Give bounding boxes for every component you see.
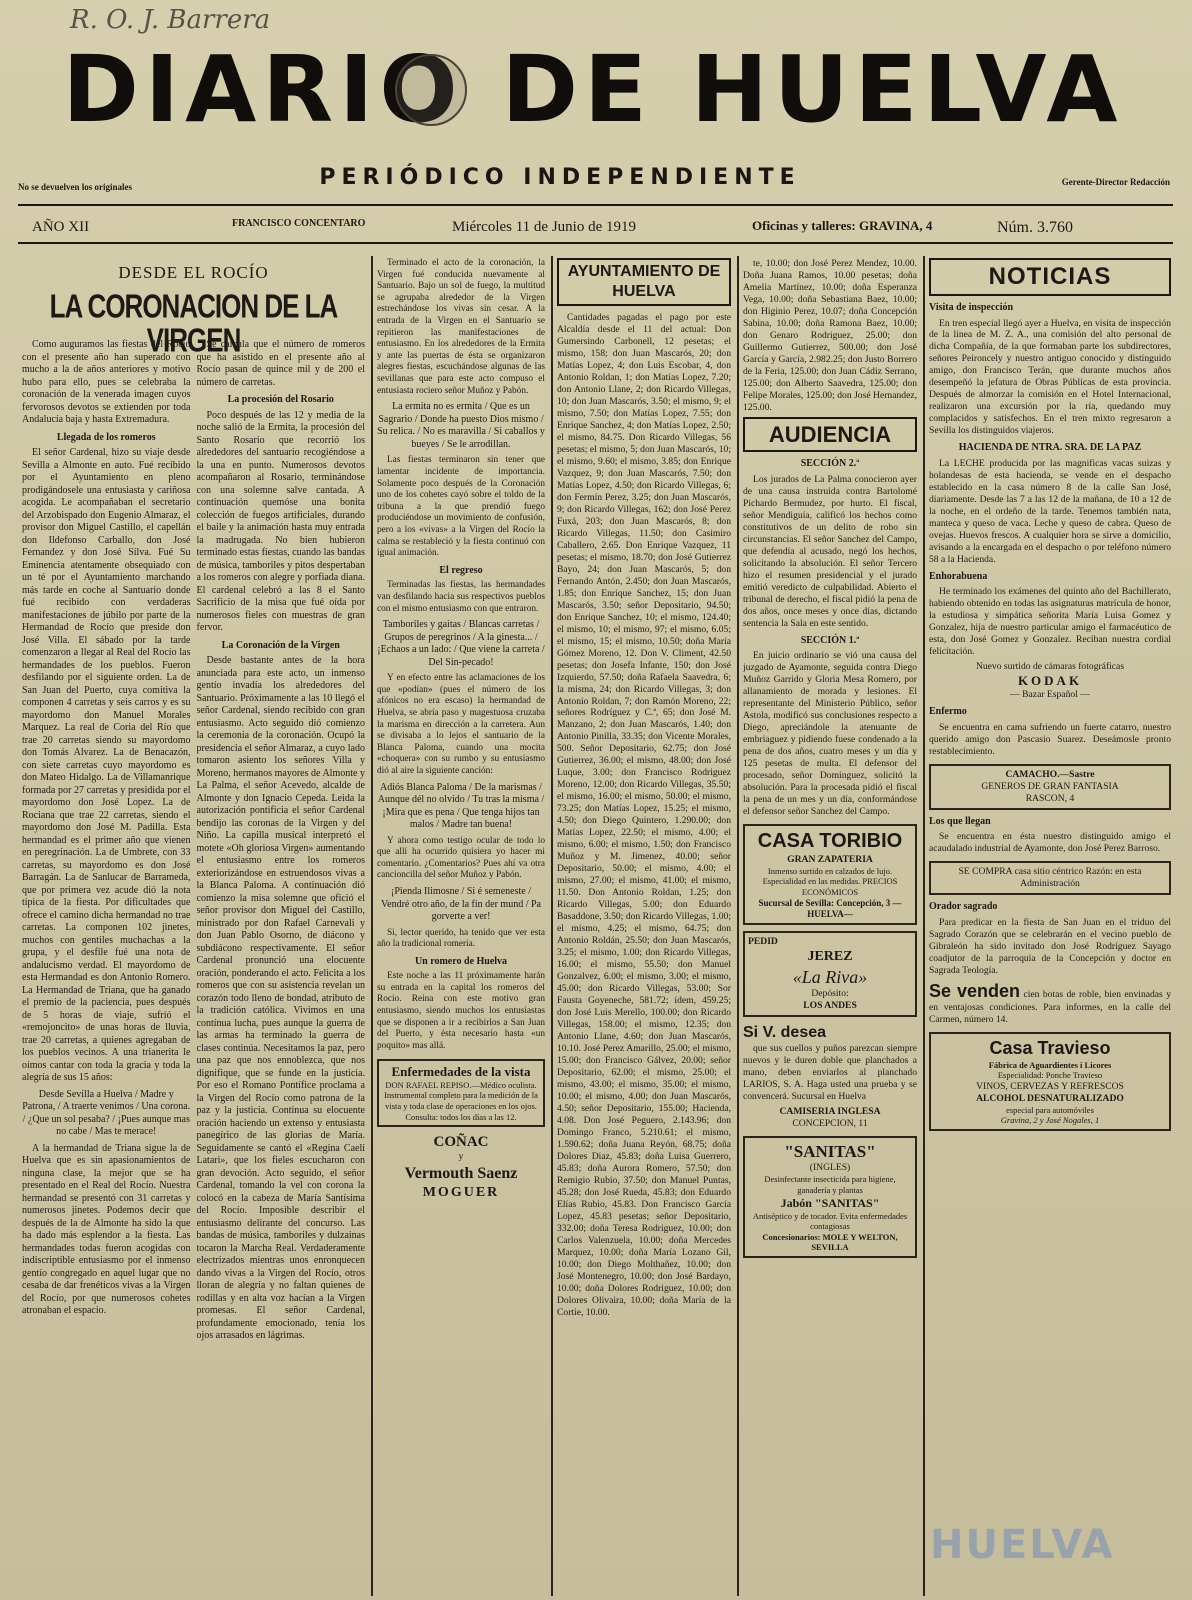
ad-la-riva [743, 931, 917, 1017]
masthead-subtitle: PERIÓDICO INDEPENDIENTE [319, 165, 801, 190]
article-text: Se encuentra en cama sufriendo un fuerte catarro, nuestro querido amigo don Pascasio Suarez. Deseámosle pronto restablecimiento. [929, 721, 1171, 757]
verse: Desde Sevilla a Huelva / Madre y Patrona, / A traerte venimos / Una corona. / ¿Que un sol pesaba? / ¡Pues aunque mas no cabe / Mas te merace! [22, 1088, 191, 1138]
ad-vermouth [377, 1133, 545, 1201]
motto-right: Gerente-Director Redacción [1061, 177, 1170, 187]
ad-line: ALCOHOL DESNATURALIZADO [976, 1092, 1124, 1104]
ad-line: VINOS, CERVEZAS Y REFRESCOS [976, 1080, 1124, 1092]
library-watermark: HUELVA [930, 1522, 1115, 1568]
column-4 [557, 258, 731, 1593]
issue-number: Núm. 3.760 [997, 219, 1073, 236]
ad-text: Desinfectante insecticida para higiene, ganadería y plantas [764, 1174, 896, 1195]
ad-se-venden [929, 980, 1171, 1026]
ad-title: Si V. desea [743, 1024, 827, 1042]
ad-text: Nuevo surtido de cámaras fotográficas [975, 661, 1125, 673]
ad-text: cien botas de roble, bien envinadas y en ventajosas condiciones. Para informes, en la calle del Carmen, número 14. [929, 988, 1171, 1026]
masthead-title: DIARIO DE HUELVA [62, 36, 1124, 143]
article-text: El señor Cardenal, hizo su viaje desde Sevilla a Almonte en auto. Fué recibido por el Ayuntamiento en pleno prodigándosele una entusiasta y cariñosa acogida. Le acompañaban el secretario del Arzobispado don Eugenio Almaraz, el provisor don Miguel Castillo, el capellán don Ildefonso Carballo, don José Fernandez y don José Silva. Fué Su Eminencia atentamente obsequiado con un té por el Ayuntamiento marchando más tarde en coche al Santuario donde fué recibido con verdaderas manifestaciones de júbilo por parte de la Hermandad de Rocío que preside don José Villa. El sábado por la tarde comenzaron a llegar al Real del Rocío las hermandades de los pueblos. Fueron desfilando por el siguiente orden. La de San Juan del Puerto, cuya comitiva la componen 4 carretas y seis carros y es su mayordomo don Manuel Morales Marquez. La real de Coria del Río que trae 20 carretas siendo su mayordomo don Tomás Alvarez. La de Benacazón, con siete carretas cuyo mayordomo es don Mateo Hidalgo. La de Villamanrique formada por 27 carretas y presidida por el mayordomo don José Lopez. La de Rociana que trae 22 carretas, siendo el mayordomo don José M. Padilla. Esta hermandad es el primer año que vienen en peregrinación. La de Umbrete, con 33 carretas, su mayordomo es don José Barragán. La de Sanlucar de Barrameda, que por primera vez acude dió la nota típica de la fiesta. Por dificultades que ofrece el camino dicha hermandad no trae carretas. La componen 102 jinetes, muchos con gentiles muchachas a la grupa, y el desfile fué una nota de andalucismo verdad. El mayordomo de esta Hermandad es don Antonio Romero. La Hermandad de Triana, que ha ganado el premio de la paciencia, pues después de 5 horas de viaje, sufrió el «remojoncito» de unas horas de lluvia, trae 20 carretas, a quienes agregaban de los pueblos vecinos. A una trianerita le oímos cantar con toda la gracia y toda la alegría de sus 15 años: [22, 447, 191, 1084]
article-text: La LECHE producida por las magnificas vacas suizas y holandesas de esta hacienda, se vende en el despacho establecido en la casa número 8 de la calle San José, diariamente. Desde las 7 a las 12 de la mañana, de 10 a 12 de la noche, en el ordeño de la tarde. Tenemos también nata, manteca y queso de vaca. Leche y queso de cabra. Queso de ovejas. Huevos frescos. A cualquier hora se sirve a domicilio, avisando a la encargada en el despacho o por teléfono número 58 a la Hacienda. [929, 457, 1171, 565]
issue-date: Miércoles 11 de Junio de 1919 [452, 219, 636, 235]
column-rule [737, 256, 739, 1596]
ad-address: Concesionarios: MOLE Y WELTON, SEVILLA [762, 1231, 898, 1253]
article-text: Se calcula que el número de romeros que ha asistido en el presente año al Rocío pasan de quince mil y de 200 el número de carretas. [196, 339, 365, 388]
ad-title: CASA TORIBIO [757, 829, 903, 852]
signoff: Un romero de Huelva [414, 955, 508, 967]
ad-address: Gravina, 2 y José Nogales, 1 [1000, 1115, 1100, 1126]
verse: La ermita no es ermita / Que es un Sagrario / Donde ha puesto Dios mismo / Su relica. / No es maravilla / Si caballos y bueyes / Se le arrodillan. [377, 401, 545, 450]
subheading: Llegada de los romeros [56, 431, 156, 443]
ad-title: "SANITAS" [784, 1142, 876, 1162]
verse: Adiós Blanca Paloma / De la marismas / Aunque dél no olvido / Tu tras la misma / ¡Mira que es pena / Que tenga hijos tan malos / Madre tan buena! [377, 781, 545, 831]
article-text: Se encuentra en ésta nuestro distinguido amigo el acaudalado industrial de Ayamonte, don José Perez Barroso. [929, 831, 1171, 855]
ad-line: Jabón "SANITAS" [780, 1195, 880, 1210]
director: FRANCISCO CONCENTARO [232, 218, 366, 229]
ad-address: CONCEPCION, 11 [792, 1118, 868, 1130]
ad-shop: CAMISERIA INGLESA [779, 1106, 881, 1118]
ad-camacho [929, 764, 1171, 810]
verse: ¡Pienda Ilimosne / Si é semeneste / Vendré otro año, de la fin der mund / Pa gorverte a ver! [381, 886, 541, 923]
column-rule [371, 256, 373, 1596]
ad-text: DON RAFAEL REPISO.—Médico oculista. Instrumental completo para la medición de la vista y toda clase de operaciones en los ojos. Consulta: todos los días a las 12. [384, 1079, 538, 1122]
ad-line: LOS ANDES [803, 1000, 857, 1012]
ad-text: que sus cuellos y puños parezcan siempre nuevos y le duren doble que planchados a mano, deben enviarlos al planchado LARIOS, S. A. Haga usted una prueba y se convencerá. Sucursal en Huelva [743, 1043, 917, 1103]
ad-address: Sucursal de Sevilla: Concepción, 3 —HUELVA— [758, 897, 902, 919]
ad-title: Se venden [929, 980, 1021, 1001]
article-text: te, 10.00; don José Perez Mendez, 10.00. Doña Juana Ramos, 10.00 pesetas; doña Amelia Martínez, 10.00; doña Esperanza Vega, 10.00; doña Sebastiana Baez, 10.00; don Higinio Perez, 10.07; doña Concepción Sabina, 10.00; doña Ramona Baez, 10.00; don Genaro Rodriguez, 25.00; don Guillermo Gutierrez, 500.00; don José García y García, 2.982.25; don Justo Borrero de la Feria, 125.00; don Juan Cádiz Serrano, 125.00; don Alberto Saavedra, 125.00; don Felipe Morales, 125.00; don José Hernandez, 125.00. [743, 258, 917, 413]
motto-left: No se devuelven los originales [18, 182, 132, 192]
article-text: Y ahora como testigo ocular de todo lo que allí ha ocurrido quisiera yo hacer mi comentario. ¿Comentarios? Pues ahí va otra cancioncilla del señor Muñoz y Pabón. [377, 835, 545, 881]
ad-title: Enfermedades de la vista [391, 1063, 531, 1079]
subheading: SECCIÓN 2.ª [800, 458, 860, 470]
article-text: A la hermandad de Triana sigue la de Huelva que es sin apasionamientos de ninguna clase, la mejor que se ha presentado en el Real del Rocío. Nuestra hermandad se presentó con 31 carretas y numerosos jinetes. Podemos decir que después de la de Almonte ha sido la que ha dado más esplendor a la fiesta. Las hermandades todas fueron acogidas con indiscriptible entusiasmo por el inmenso gentío congregado en aquel lugar que no cesaba de dar frenéticos vivas a la Virgen del Rocío, por que numerosos cohetes atronaban el espacio. [22, 1142, 191, 1317]
subheading: HACIENDA DE NTRA. SRA. DE LA PAZ [958, 442, 1142, 454]
headline: LA CORONACION DE LA VIRGEN [49, 286, 338, 360]
ad-line: CAMACHO.—Sastre [1005, 768, 1095, 780]
ad-line: MOGUER [422, 1184, 500, 1200]
column-rule [923, 256, 925, 1596]
article-text: Los jurados de La Palma conocieron ayer de una causa instruida contra Bartolomé Pichardo Bermudez, por hurto. El fiscal, señor Mendiguía, calificó los hechos como constitutivos de un delito de robo sin circunstancias. El señor Sanchez del Campo, que defendía al acusado, negó los hechos, solicitando la absolución. El señor Tercero hizo el resumen presidencial y el jurado emitió veredicto de culpabilidad. Abierto el tribunal de derecho, el fiscal pidió la pena de dos años, once meses y once días, dictando sentencia la Sala en este sentido. [743, 473, 917, 629]
subheading: SECCIÓN 1.ª [800, 634, 860, 646]
ad-line: Vermouth Saenz [404, 1164, 518, 1182]
ad-larios [743, 1023, 917, 1130]
ad-se-compra: SE COMPRA casa sitio céntrico Razón: en esta Administración [929, 861, 1171, 895]
ad-line: Fábrica de Aguardientes i Licores [988, 1059, 1112, 1070]
ad-line: JEREZ [807, 949, 853, 965]
article-text: En tren especial llegó ayer a Huelva, en visita de inspección de la línea de M. Z. A., una comisión del alto personal de dicha Compañía, de la que formaban parte los subdirectores, señores Peironcely y nuestro antiguo conocido y distinguido amigo, don Francisco Terán, que durante muchos años desempeñó la jefatura de Obras Públicas de esta provincia. Después de almorzar la comisión en el Hotel Internacional, realizaron una excursión por la ría, quedando muy complacidos y satisfechos. En el tren mixto regresaron a Sevilla los distinguidos viajeros. [929, 317, 1171, 437]
info-rule [18, 242, 1173, 244]
ad-casa-toribio [743, 824, 917, 925]
ad-line: RASCON, 4 [1025, 792, 1075, 804]
article-text: Terminadas las fiestas, las hermandades van desfilando hacia sus respectivos pueblos con el mismo entusiasmo con que entraron. [377, 580, 545, 614]
section-header: AYUNTAMIENTO DE HUELVA [557, 258, 731, 306]
column-5 [743, 258, 917, 1593]
ad-title: Casa Travieso [989, 1038, 1111, 1059]
article-text: Si, lector querido, ha tenido que ver esta año la tradicional romería. [377, 927, 545, 950]
ad-text: Inmenso surtido en calzados de lujo. Especialidad en las medidas. PRECIOS ECONÓMICOS [762, 865, 898, 898]
article-text: Terminado el acto de la coronación, la Virgen fué conducida nuevamente al Santuario. Bajo un sol de fuego, la multitud se agrupaba alrededor de la Virgen estrechándose los vivas sin cesar. A la entrada de la Virgen en el Santuario se repitieron las manifestaciones de entusiasmo. En los alrededores de la Ermita y ante las puertas de ésta se organizaron alegres fiestas, escuchándose algunas de las sevillanas que para este acto compuso el entusiasta rociero señor Muñoz y Pabón. [377, 258, 545, 396]
ad-sanitas [743, 1136, 917, 1258]
offices: Oficinas y talleres: GRAVINA, 4 [752, 218, 933, 233]
ad-bazar: — Bazar Español — [1010, 689, 1090, 701]
ad-tag: PEDID [748, 936, 778, 948]
article-text: Como auguramos las fiestas del Rocío con el presente año han superado con mucho a la de años anteriores y motivo hubo para ello, pues se celebraba la coronación de la venerada imagen cuyos fervorosos devotos se extienden por toda Andalucía baja y hasta Extremadura. [22, 339, 191, 426]
ad-line: «La Riva» [792, 966, 868, 987]
article-text: Y en efecto entre las aclamaciones de los que «podían» (pues el número de los afónicos no era escaso) la hermandad de Huelva, se abría paso y magestuosa cruzaba la marisma en dirección a la carretera. Aun se divisaba a lo lejos el santuario de la Blanca Paloma, cuando una mocita «choquera» con su rumbo y su entusiasmo dió al aire la siguiente canción: [377, 673, 545, 776]
article-text: Las fiestas terminaron sin tener que lamentar incidente de importancia. Solamente poco después de la Coronación uno de los cohetes cayó sobre el toldo de la tribuna a la que prendió fuego produciéndose un movimiento de confusión, pero a los «vivas» a la Virgen del Rocío la calma se restableció y la fiesta continuó con igual animación. [377, 455, 545, 559]
column-1 [22, 258, 365, 1593]
article-text: En juicio ordinario se vió una causa del juzgado de Ayamonte, seguida contra Diego Muñoz Garrido y Gloria Mesa Romero, por allanamiento de morada y lesiones. El representante del Ministerio Público, señor Astola, modificó sus conclusiones respecto a Diego, apreciándole la atenuante de embriaguez y pidiendo fuese condenado a la pena de dos años, cuatro meses y un día y 125 pesetas de multa. El defensor del procesado, señor Domínguez, solicitó la absolución. Para la procesada pidió el fiscal la pena de un mes y un día, conformándose el defensor señor Sanchez del Campo. [743, 650, 917, 817]
subheading: Orador sagrado [929, 901, 998, 913]
ad-line: y [458, 1152, 464, 1163]
ad-sub: (INGLES) [809, 1162, 851, 1174]
column-6 [929, 258, 1171, 1593]
article-text: Cantidades pagadas el pago por este Alcaldía desde el 11 del actual: Don Gumersindo Carbonell, 12 pesetas; el mismo, 158; don Juan Mascarós, 20; don Matías Lopez, 4; don Luis Escobar, 4, don Antonio Roldan, 1; don Matías Lopez, 7.20; don Antonio Llane, 2; don Ricardo Villegas, 10; don Juan Mascarós, 3.50; el mismo, 9; el mismo, 7.50; don Matías Lopez, 7.55; don Enrique Sanchez, 4; don Matías Lopez, 2.50; el mismo, 84.75. Don Ricardo Villegas, 56 pesetas; el mismo, 5; don Juan Mascarós, 10; el mismo, 9.60; el mismo, 3.85; don Enrique Vazquez, 9; don Juan Mascarós, 7.50; don Matías Lopez, 4.50; don Ricardo Villegas, 6; don Fermín Perez, 3.25; don Juan Mascarós, 9; don Ricardo Villegas, 162; don José Perez Fuxá, 203; don Juan Mascarós, 8; don Ricardo Villegas, 11.50; don Casimiro Caballero, 2.65. Don Enrique Vazquez, 11 pesetas; el mismo, 18.70; don José Gutierrez Bayo, 24; don Juan Mascarós, 5; don Fernando Antón, 2.450; don Juan Mascarós, 1.85; don Enrique Sanchez, 15; don Juan Mascarós, 3.50; señor Depositario, 94.50; don Enrique Sanchez, 10; el mismo, 124.40; el mismo, 10; el mismo, 97; el mismo, 6.05; el mismo, 15; el mismo, 10.50; doña María Gómez Moreno, 12. Don V. Climent, 42.50 pesetas; don Josefa Infante, 150; don José Izquierdo, 57.50; doña Rafaela Saavedra, 6; la misma, 24; don Ricardo Villegas, 3; don Antonio Roldan, 7; don Ramón Moreno, 22; señores Rodríguez y C.ª, 65; don José M. Manzano, 2; don Juan Mascarós, 1.40; don Antonio Pinilla, 33.35; don Vicente Morales, 500. Señor Depositario, 62.75; don José Gutierrez, 36.00; el mismo, 48.00; don José Luque, 3.00; don Francisco Rodriguez Moreno, 12.00; don Ricardo Villegas, 35.50; el mismo, 16.00; el mismo, 50.00; el mismo, 73.25; don Matías Lopez, 15.25; el mismo, 4.50; don Diego Quintero, 1.290.00; don Matías Lopez, 22.50; el mismo, 4.00; el mismo, 6.00; el mismo, 1.50; don Francisco Muñoz y M. Jimenez, 40.00; señor Depositario, 50.00; el mismo, 4.00; el mismo, 27.00; el mismo, 41.00; el mismo, 11.50. Don Antonio Roldan, 1.25; don Ricardo Villegas, 5.00; don Eduardo Basaddone, 3.50; don Ricardo Villegas, 1.00; el mismo, 4.25; el mismo, 64.75; don Antonio Roldán, 25.50; don Juan Mascarós, 3.25; el mismo, 1.00; don Ricardo Villegas, 16.00; el mismo, 55.50; don Manuel Gonzalvez, 6.00; el mismo, 3.00; el mismo, 45.00; don Ricardo Villegas, 53.00; Sor Fausta Goyeneche, 581.72; ídem, 459.25; don José Luis Merello, 100.00; don Ricardo Villegas, 158.00; el mismo, 12.35; don Antonio Llane, 4.60; don Juan Mascarós, 10.10. José Perez Amarillo, 25.00; el mismo, 15.00; don Francisco Gálvez, 20.00; señor Depositario, 62.00; el mismo, 25.00; el mismo, 43.00; el mismo, 35.00; el mismo, 10.00; el mismo, 4.00; don Juan Mascarós, 4.50; señor Depositario, 155.00; Hacienda, 4.08. Don José Peguero, 2.143.96; don Domingo Franco, 5.210.61; el mismo, 1.590.62; doña Juana Reyón, 68.75; doña Dolores Diaz, 45.83; doña Luisa Guerrero, 45.83; doña Aurora Romero, 57.50; don Remigio Rubio, 37.50; don Manuel Puntas, 45.28; don José Rueda, 45.83; don Eduardo Elías Rubio, 45.83. Don Francisco García Lopez, 45.83 pesetas; señor Depositario, 332.00; doña Teresa Rodriguez, 10.00; don Carlos Valenzuela, 10.00; doña Mercedes Marquez, 10.00; doña María Lozano Gil, 10.00; don Diego Molthañez, 10.00; don José Montenegro, 10.00; don José Bardayo, 10.00; doña Dolores Rodriguez, 10.00; don Dolores Olivaira, 10.00; doña María de la Cortie, 10.00. [557, 312, 731, 1318]
subheading: Enhorabuena [929, 570, 988, 582]
year: AÑO XII [32, 219, 90, 235]
ad-kodak: KODAK [1017, 673, 1083, 689]
subheading: La Coronación de la Virgen [221, 639, 340, 651]
subheading: Los que llegan [929, 815, 991, 827]
column-3 [377, 258, 545, 1593]
article-text: Para predicar en la fiesta de San Juan en el triduo del Sagrado Corazón que se celebrarán en el vecino pueblo de Gibraleón ha sido invitado don José Rodríguez Sayago coadjutor de la parroquia de la Concepción y doctor en Sagrada Teología. [929, 916, 1171, 976]
handwritten-signature: R. O. J. Barrera [70, 5, 271, 35]
article-text: Poco después de las 12 y media de la noche salió de la Ermita, la procesión del Santo Rosario que recorrió los alrededores del santuario recogiéndose a la una en punto. Numerosos devotos acompañaron al Rosario, terminándose con una solemne salve cantada. A continuación quemóse una bonita colección de fuegos artificiales, durando el baile y la animación hasta muy entrada la madrugada. No bien hubieron terminado estas fiestas, cuando las bandas de música, tamboriles y pitos despertaban a los romeros con alegre y porfiada diana. El cardenal celebró a las 8 el Santo Sacrificio de la misa que fué oída por numerosos fieles con muestras de gran fervor. [196, 409, 365, 634]
subheading: El regreso [439, 564, 483, 576]
ad-line: especial para automóviles [1006, 1104, 1094, 1115]
top-rule [18, 204, 1173, 206]
article-text: Este noche a las 11 próximamente harán su entrada en la capital los romeros del Rocío. Reina con este motivo gran entusiasmo, siendo muchos los entusiastas que se disponen a ir a recibirlos a San Juan del Puerto, y ésta necesario hasta «un poquito» mas allá. [377, 971, 545, 1051]
ad-oculist [377, 1059, 545, 1128]
ad-line: GENEROS DE GRAN FANTASIA [981, 780, 1119, 792]
info-bar [22, 216, 1172, 238]
column-rule [551, 256, 553, 1596]
section-header: AUDIENCIA [743, 417, 917, 453]
kicker: DESDE EL ROCÍO [118, 263, 269, 282]
subheading: La procesión del Rosario [227, 394, 334, 406]
article-text: Desde bastante antes de la hora anunciada para este acto, un inmenso gentío invadía los alrededores del Santuario. Próximamente a las 10 llegó el señor Cardenal, siendo recibido con gran entusiasmo. Acto seguido dió comienzo la ceremonia de la coronación. Ocupó la presidencia el señor Almaraz, a cuyo lado tomaron asiento los señores Villa y Moreno, hermanos mayores de Almonte y La Palma, el señor Acevedo, alcalde de Almonte y don Ignacio Cepeda. Leida la autorización pontificia el señor Cardenal bendijo las coronas de la Virgen y del Niño. La capilla musical interpretó el motete «Oh gloriosa Virgen» aumentando el entusiasmo entre los romeros exteriorizándose en estruendosos vivas a la Blanca Paloma. A continuación dió comienzo la misa solemne que ofició el señor provisor don Miguel del Castillo, ministrado por don Rafael Carnevali y don Juan Pablo Osorno, de diácono y subdiácono respectivamente. El señor Cardenal pronunció una elocuente oración, ponderando el acto. Felicita a los romeros que con su asistencia revelan un corazón todo lleno de bondad, atributo de la tradición católica. Vivimos en una contínua lucha, pues aunque la guerra de las armas ha terminado la guerra de clases continúa. Necesitamos la paz, pero una paz que nos ennoblezca, que nos dignifique, que se funde en la justicia. Por eso el Romano Pontífice proclama a la Virgen del Rocío como patrona de la paz y la justicia. Continua su elocuente oración haciendo un extenso y entusiasta panegírico de las glorias de María. Seguidamente se cantó el «Regina Caeli Latari», que los fieles escucharon con gran devoción. Acto seguido, el señor Cardenal, tomando la vel con corona la colocó en la cabeza de María Santísima del Rocío. Imposible describir el entusiasmo delirante del concurso. Las bandas de música, tamboriles y dulzainas tocaron la Marcha Real. Verdaderamente electrizados mientras unos enronquecen dando vivas a la Virgen del Rocío, otros lloran de alegría y no faltan quienes de rodillas y en alta voz hacían a la Virgen promesas. El señor Cardenal, profundamente emocionado, tenía los ojos arrasados en lágrimas. [196, 655, 365, 1342]
ad-line: Especialidad: Ponche Travieso [997, 1070, 1103, 1081]
ad-casa-travieso [929, 1032, 1171, 1131]
subheading: Visita de inspección [929, 302, 1014, 313]
library-seal [395, 54, 467, 126]
ad-text: Antiséptico y de tocador. Evita enfermedades contagiosas [752, 1210, 908, 1232]
ad-line: Depósito: [811, 988, 849, 1000]
ad-line: COÑAC [433, 1134, 489, 1151]
ad-sub: GRAN ZAPATERIA [787, 853, 873, 865]
verse: Tamboriles y gaitas / Blancas carretas / Grupos de peregrinos / A la ginesta... / ¡Echaos a un lado: / Que viene la carreta / Del Sin-pecado! [377, 619, 545, 668]
article-text: He terminado los exámenes del quinto año del Bachillerato, habiendo obtenido en todas las asignaturas matrícula de honor, la estudiosa y simpática señorita María Luisa Gomez y Gonzalez, hija de nuestro particular amigo el farmacéutico de esta, don José Gomez y Gonzalez. Reciban nuestra cordial felicitación. [929, 586, 1171, 658]
section-header: NOTICIAS [929, 258, 1171, 296]
subheading: Enfermo [929, 706, 967, 718]
